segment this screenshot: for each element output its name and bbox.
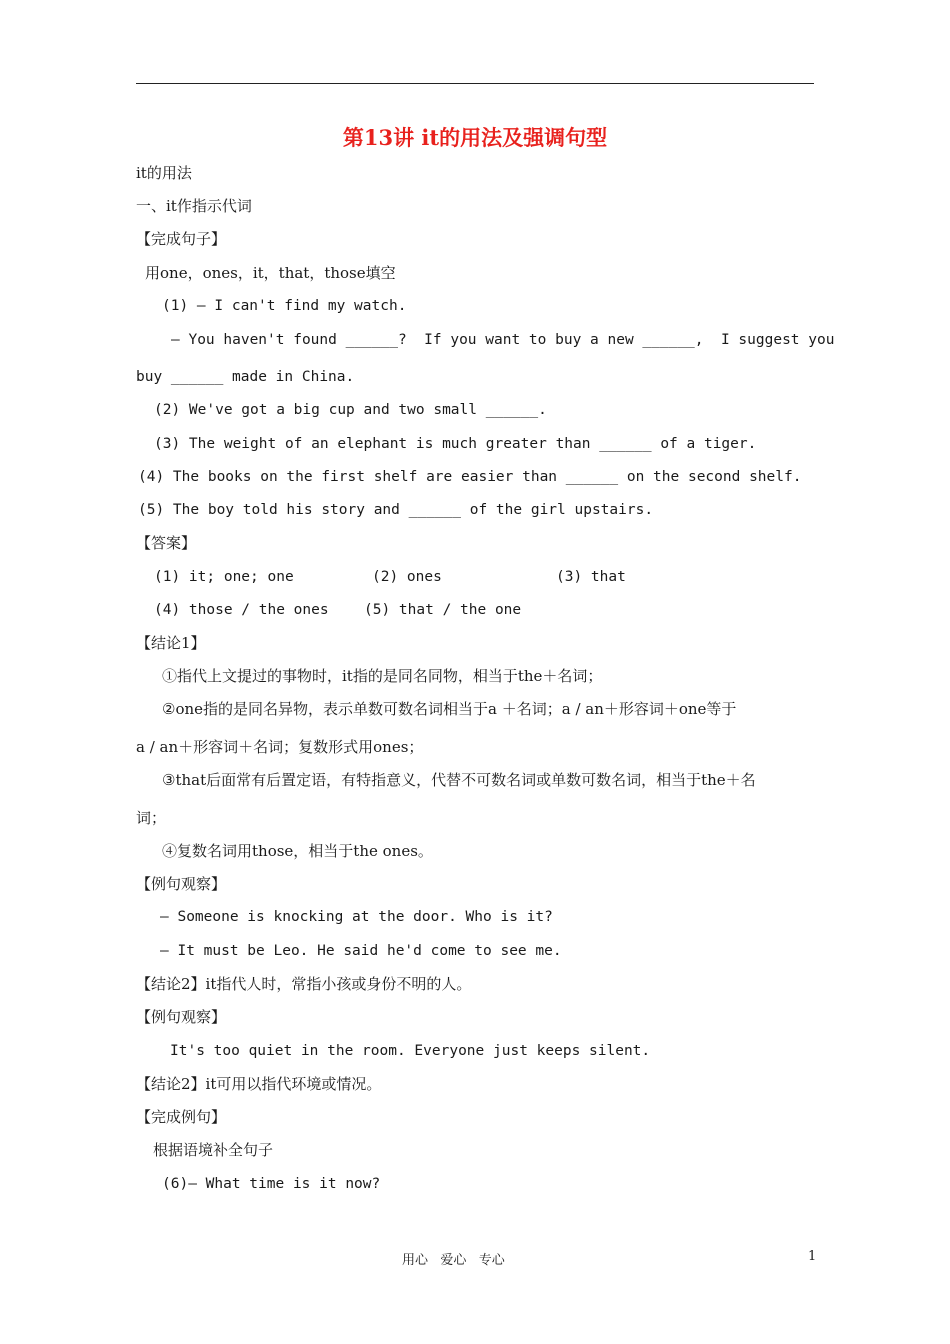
exercise-line: buy ______ made in China. [136, 369, 355, 385]
exercise-line: (1) — I can't find my watch. [162, 298, 407, 314]
answer-item: (3) that [556, 569, 626, 585]
answer-item: (4) those / the ones [154, 602, 329, 618]
conclusion-point: ②one指的是同名异物，表示单数可数名词相当于a ＋名词；a / an＋形容词＋one等于 [162, 700, 737, 718]
example-sentence: — It must be Leo. He said he'd come to see me. [160, 943, 562, 959]
exercise-line: (6)— What time is it now? [162, 1176, 381, 1192]
example-sentence: — Someone is knocking at the door. Who is it? [160, 909, 553, 925]
bracket-heading-example: 【例句观察】 [136, 875, 227, 893]
page-number: 1 [808, 1249, 817, 1264]
instruction-text: 根据语境补全句子 [153, 1141, 274, 1159]
conclusion-point: ①指代上文提过的事物时，it指的是同名同物，相当于the＋名词； [162, 667, 603, 685]
subsection-heading: 一、it作指示代词 [136, 197, 252, 215]
footer-motto: 用心 爱心 专心 [402, 1253, 505, 1268]
page-title: 第13讲 it的用法及强调句型 [342, 125, 608, 150]
bracket-heading-complete-example: 【完成例句】 [136, 1108, 227, 1126]
exercise-line: — You haven't found ______? If you want to buy a new ______, I suggest you [171, 332, 835, 348]
bracket-heading-complete: 【完成句子】 [136, 230, 227, 248]
answer-item: (1) it; one; one [154, 569, 294, 585]
conclusion-2-text: 【结论2】it指代人时，常指小孩或身份不明的人。 [136, 975, 472, 993]
bracket-heading-answers: 【答案】 [136, 534, 197, 552]
conclusion-point: a / an＋形容词＋名词；复数形式用ones； [136, 738, 424, 756]
conclusion-2-text: 【结论2】it可用以指代环境或情况。 [136, 1075, 382, 1093]
conclusion-point: 词； [136, 809, 167, 827]
conclusion-point: ③that后面常有后置定语，有特指意义，代替不可数名词或单数可数名词，相当于the＋名 [162, 771, 756, 789]
instruction-text: 用one，ones，it，that，those填空 [145, 264, 396, 282]
answer-item: (5) that / the one [364, 602, 522, 618]
exercise-line: (4) The books on the first shelf are easier than ______ on the second shelf. [138, 469, 802, 485]
section-heading: it的用法 [136, 164, 192, 182]
answer-item: (2) ones [372, 569, 442, 585]
bracket-heading-example: 【例句观察】 [136, 1008, 227, 1026]
exercise-line: (5) The boy told his story and ______ of the girl upstairs. [138, 502, 654, 518]
exercise-line: (3) The weight of an elephant is much greater than ______ of a tiger. [154, 436, 757, 452]
exercise-line: (2) We've got a big cup and two small ______. [154, 402, 547, 418]
header-rule [136, 83, 814, 84]
example-sentence: It's too quiet in the room. Everyone just keeps silent. [170, 1043, 651, 1059]
conclusion-point: ④复数名词用those，相当于the ones。 [162, 842, 433, 860]
bracket-heading-conclusion: 【结论1】 [136, 634, 206, 652]
